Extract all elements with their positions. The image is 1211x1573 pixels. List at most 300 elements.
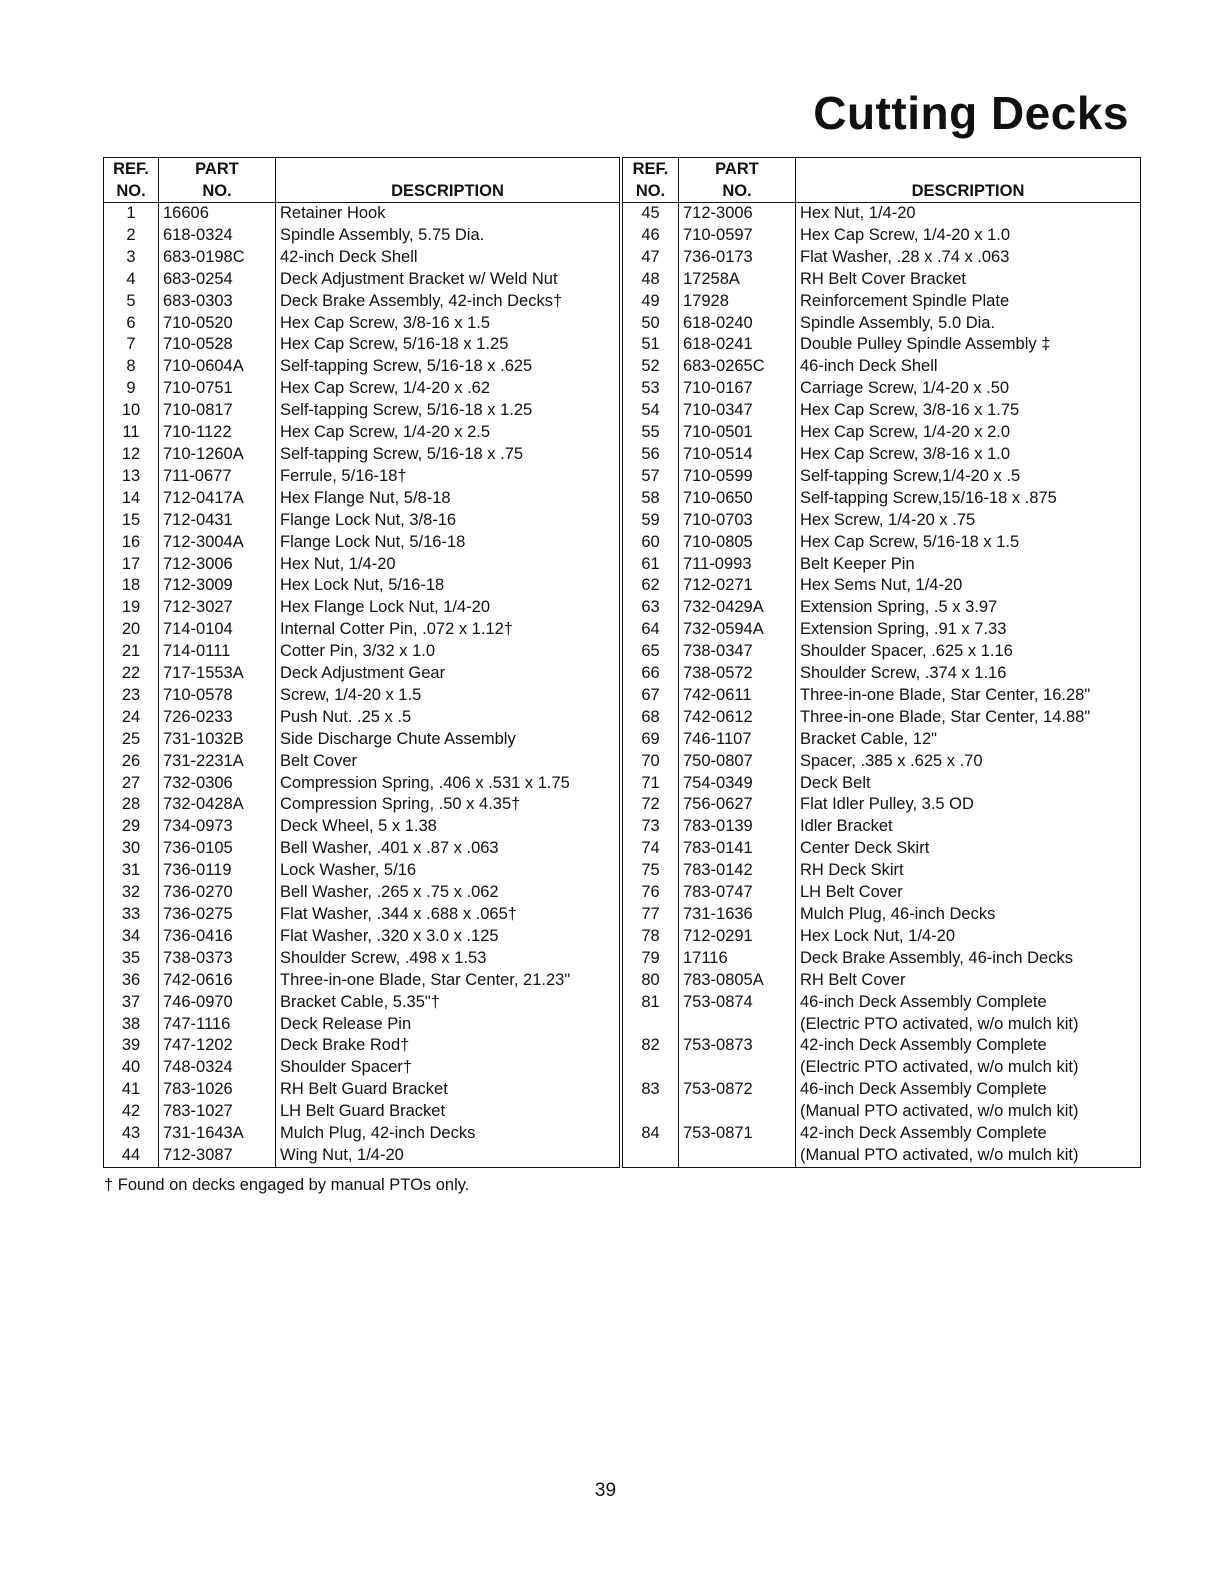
table-row (623, 444, 1141, 466)
part-no-cell: 732-0306 (159, 773, 276, 795)
table-row (623, 203, 1141, 225)
table-row (623, 400, 1141, 422)
ref-no-cell: 84 (623, 1123, 679, 1145)
table-row (104, 575, 620, 597)
table-row (623, 794, 1141, 816)
part-no-cell: 712-3009 (159, 575, 276, 597)
part-no-cell: 783-0747 (679, 882, 796, 904)
ref-no-cell: 45 (623, 203, 679, 225)
table-row (623, 247, 1141, 269)
ref-no-cell: 48 (623, 269, 679, 291)
ref-no-cell: 24 (104, 707, 159, 729)
ref-no-cell: 54 (623, 400, 679, 422)
description-cell: Deck Belt (796, 773, 1141, 795)
part-no-cell: 754-0349 (679, 773, 796, 795)
part-no-cell: 17258A (679, 269, 796, 291)
description-cell: Push Nut. .25 x .5 (276, 707, 620, 729)
description-cell: Bell Washer, .265 x .75 x .062 (276, 882, 620, 904)
ref-no-cell: 21 (104, 641, 159, 663)
table-row (104, 1101, 620, 1123)
part-no-cell: 711-0993 (679, 554, 796, 576)
table-row (104, 422, 620, 444)
description-cell: Idler Bracket (796, 816, 1141, 838)
parts-table-right-body (623, 203, 1141, 1168)
description-cell: (Electric PTO activated, w/o mulch kit) (796, 1057, 1141, 1079)
ref-no-cell: 19 (104, 597, 159, 619)
description-cell: Shoulder Spacer† (276, 1057, 620, 1079)
part-no-cell: 710-0703 (679, 510, 796, 532)
part-no-cell: 753-0872 (679, 1079, 796, 1101)
table-row (623, 663, 1141, 685)
table-row (623, 948, 1141, 970)
description-cell: Belt Keeper Pin (796, 554, 1141, 576)
table-row (104, 510, 620, 532)
description-cell: Three-in-one Blade, Star Center, 21.23" (276, 970, 620, 992)
description-cell: (Manual PTO activated, w/o mulch kit) (796, 1101, 1141, 1123)
part-no-cell: 736-0275 (159, 904, 276, 926)
part-no-cell: 746-1107 (679, 729, 796, 751)
part-no-cell: 732-0594A (679, 619, 796, 641)
part-no-cell: 712-3006 (159, 554, 276, 576)
ref-no-cell: 50 (623, 313, 679, 335)
ref-no-cell: 13 (104, 466, 159, 488)
description-cell: Hex Nut, 1/4-20 (276, 554, 620, 576)
ref-no-cell: 56 (623, 444, 679, 466)
description-cell: Bracket Cable, 12" (796, 729, 1141, 751)
part-no-cell: 731-1032B (159, 729, 276, 751)
ref-no-cell: 6 (104, 313, 159, 335)
ref-no-cell: 78 (623, 926, 679, 948)
ref-no-cell: 68 (623, 707, 679, 729)
table-row (623, 356, 1141, 378)
footnote: † Found on decks engaged by manual PTOs only. (104, 1176, 470, 1194)
description-cell: Deck Brake Assembly, 46-inch Decks (796, 948, 1141, 970)
table-row (623, 816, 1141, 838)
table-row (623, 466, 1141, 488)
part-no-cell (679, 1057, 796, 1079)
ref-no-header: REF. NO. (623, 158, 679, 203)
ref-no-cell: 8 (104, 356, 159, 378)
part-no-cell: 736-0416 (159, 926, 276, 948)
ref-no-cell: 23 (104, 685, 159, 707)
description-cell: Shoulder Screw, .374 x 1.16 (796, 663, 1141, 685)
description-cell: (Manual PTO activated, w/o mulch kit) (796, 1145, 1141, 1167)
part-no-cell: 710-0167 (679, 378, 796, 400)
table-row (623, 882, 1141, 904)
description-cell: Self-tapping Screw, 5/16-18 x .75 (276, 444, 620, 466)
table-row (104, 1057, 620, 1079)
table-row (104, 904, 620, 926)
description-cell: Flange Lock Nut, 5/16-18 (276, 532, 620, 554)
ref-no-cell: 59 (623, 510, 679, 532)
part-no-cell: 712-0417A (159, 488, 276, 510)
table-row (623, 510, 1141, 532)
description-cell: Compression Spring, .50 x 4.35† (276, 794, 620, 816)
table-row (623, 773, 1141, 795)
description-cell: Deck Brake Rod† (276, 1035, 620, 1057)
ref-no-cell: 10 (104, 400, 159, 422)
description-cell: Three-in-one Blade, Star Center, 16.28" (796, 685, 1141, 707)
table-row (104, 838, 620, 860)
table-row (104, 488, 620, 510)
ref-no-cell: 57 (623, 466, 679, 488)
description-cell: Cotter Pin, 3/32 x 1.0 (276, 641, 620, 663)
ref-no-cell: 2 (104, 225, 159, 247)
ref-no-cell (623, 1014, 679, 1036)
parts-table-right (622, 157, 1141, 1168)
table-row (104, 1014, 620, 1036)
ref-no-cell: 28 (104, 794, 159, 816)
description-cell: Carriage Screw, 1/4-20 x .50 (796, 378, 1141, 400)
page-title: Cutting Decks (813, 87, 1129, 139)
ref-no-cell: 4 (104, 269, 159, 291)
table-row (623, 422, 1141, 444)
part-no-cell: 753-0871 (679, 1123, 796, 1145)
description-cell: Self-tapping Screw,1/4-20 x .5 (796, 466, 1141, 488)
ref-no-cell: 65 (623, 641, 679, 663)
description-cell: Mulch Plug, 42-inch Decks (276, 1123, 620, 1145)
ref-no-cell: 36 (104, 970, 159, 992)
ref-no-header: REF. NO. (104, 158, 159, 203)
description-cell: RH Deck Skirt (796, 860, 1141, 882)
part-no-cell: 16606 (159, 203, 276, 225)
ref-no-cell: 66 (623, 663, 679, 685)
ref-no-cell: 55 (623, 422, 679, 444)
description-cell: Deck Brake Assembly, 42-inch Decks† (276, 291, 620, 313)
ref-no-cell: 47 (623, 247, 679, 269)
description-cell: Double Pulley Spindle Assembly ‡ (796, 334, 1141, 356)
description-cell: Mulch Plug, 46-inch Decks (796, 904, 1141, 926)
description-cell: (Electric PTO activated, w/o mulch kit) (796, 1014, 1141, 1036)
description-cell: Flange Lock Nut, 3/8-16 (276, 510, 620, 532)
part-no-cell: 17928 (679, 291, 796, 313)
part-no-cell: 756-0627 (679, 794, 796, 816)
table-row (104, 269, 620, 291)
table-row (623, 334, 1141, 356)
description-cell: Three-in-one Blade, Star Center, 14.88" (796, 707, 1141, 729)
description-cell: Hex Cap Screw, 5/16-18 x 1.5 (796, 532, 1141, 554)
ref-no-cell: 67 (623, 685, 679, 707)
table-row (104, 444, 620, 466)
ref-no-cell: 37 (104, 992, 159, 1014)
ref-no-cell: 38 (104, 1014, 159, 1036)
part-no-header: PART NO. (159, 158, 276, 203)
part-no-cell: 750-0807 (679, 751, 796, 773)
part-no-cell: 738-0347 (679, 641, 796, 663)
part-no-cell: 714-0104 (159, 619, 276, 641)
table-row (104, 641, 620, 663)
description-cell: Hex Cap Screw, 5/16-18 x 1.25 (276, 334, 620, 356)
ref-no-cell: 32 (104, 882, 159, 904)
ref-no-cell: 3 (104, 247, 159, 269)
description-cell: Wing Nut, 1/4-20 (276, 1145, 620, 1167)
table-row (623, 838, 1141, 860)
part-no-cell: 712-3004A (159, 532, 276, 554)
ref-no-cell (623, 1057, 679, 1079)
ref-no-cell: 11 (104, 422, 159, 444)
table-row (104, 400, 620, 422)
ref-no-cell: 49 (623, 291, 679, 313)
table-row (104, 203, 620, 225)
part-no-cell: 710-0597 (679, 225, 796, 247)
table-header-row (623, 158, 1141, 203)
part-no-cell: 710-0528 (159, 334, 276, 356)
description-cell: RH Belt Cover (796, 970, 1141, 992)
description-cell: Self-tapping Screw,15/16-18 x .875 (796, 488, 1141, 510)
ref-no-cell: 30 (104, 838, 159, 860)
part-no-cell: 683-0198C (159, 247, 276, 269)
table-row (104, 663, 620, 685)
part-no-cell: 736-0105 (159, 838, 276, 860)
part-no-cell: 712-0431 (159, 510, 276, 532)
part-no-cell: 738-0373 (159, 948, 276, 970)
ref-no-cell: 80 (623, 970, 679, 992)
table-row (104, 992, 620, 1014)
part-no-cell: 726-0233 (159, 707, 276, 729)
part-no-cell: 738-0572 (679, 663, 796, 685)
part-no-cell: 710-0347 (679, 400, 796, 422)
ref-no-cell (623, 1101, 679, 1123)
description-cell: Compression Spring, .406 x .531 x 1.75 (276, 773, 620, 795)
part-no-cell: 732-0429A (679, 597, 796, 619)
table-row (623, 904, 1141, 926)
ref-no-cell: 46 (623, 225, 679, 247)
table-row (104, 816, 620, 838)
part-no-cell: 734-0973 (159, 816, 276, 838)
ref-no-cell: 82 (623, 1035, 679, 1057)
description-cell: Lock Washer, 5/16 (276, 860, 620, 882)
part-no-cell: 731-2231A (159, 751, 276, 773)
description-cell: Deck Wheel, 5 x 1.38 (276, 816, 620, 838)
description-cell: Hex Flange Lock Nut, 1/4-20 (276, 597, 620, 619)
ref-no-cell: 70 (623, 751, 679, 773)
table-row (623, 488, 1141, 510)
description-cell: Spacer, .385 x .625 x .70 (796, 751, 1141, 773)
part-no-cell: 753-0874 (679, 992, 796, 1014)
description-cell: 46-inch Deck Shell (796, 356, 1141, 378)
ref-no-cell: 43 (104, 1123, 159, 1145)
part-no-cell: 731-1636 (679, 904, 796, 926)
ref-no-cell: 63 (623, 597, 679, 619)
description-cell: Spindle Assembly, 5.75 Dia. (276, 225, 620, 247)
part-no-cell: 618-0324 (159, 225, 276, 247)
ref-no-cell: 73 (623, 816, 679, 838)
part-no-cell: 710-0805 (679, 532, 796, 554)
ref-no-cell: 60 (623, 532, 679, 554)
table-row (623, 707, 1141, 729)
table-row (623, 378, 1141, 400)
table-row (623, 641, 1141, 663)
ref-no-cell: 44 (104, 1145, 159, 1167)
table-row (623, 575, 1141, 597)
description-cell: Side Discharge Chute Assembly (276, 729, 620, 751)
part-no-cell: 712-0271 (679, 575, 796, 597)
part-no-cell: 747-1202 (159, 1035, 276, 1057)
part-no-cell: 783-0141 (679, 838, 796, 860)
part-no-cell: 783-0139 (679, 816, 796, 838)
ref-no-cell: 81 (623, 992, 679, 1014)
description-cell: Flat Washer, .320 x 3.0 x .125 (276, 926, 620, 948)
description-cell: Center Deck Skirt (796, 838, 1141, 860)
description-cell: LH Belt Cover (796, 882, 1141, 904)
part-no-cell: 710-0604A (159, 356, 276, 378)
description-cell: Self-tapping Screw, 5/16-18 x .625 (276, 356, 620, 378)
table-row (104, 926, 620, 948)
table-row (623, 269, 1141, 291)
part-no-cell: 783-0805A (679, 970, 796, 992)
description-cell: 42-inch Deck Shell (276, 247, 620, 269)
table-row (623, 554, 1141, 576)
part-no-cell: 618-0241 (679, 334, 796, 356)
table-row (623, 1035, 1141, 1057)
table-row (623, 685, 1141, 707)
ref-no-cell: 41 (104, 1079, 159, 1101)
part-no-cell: 710-0650 (679, 488, 796, 510)
description-cell: Extension Spring, .5 x 3.97 (796, 597, 1141, 619)
table-row (623, 313, 1141, 335)
ref-no-cell: 34 (104, 926, 159, 948)
ref-no-cell: 39 (104, 1035, 159, 1057)
table-row (104, 685, 620, 707)
table-row (104, 860, 620, 882)
ref-no-cell: 77 (623, 904, 679, 926)
part-no-cell (679, 1145, 796, 1167)
ref-no-cell: 17 (104, 554, 159, 576)
part-no-cell: 710-0599 (679, 466, 796, 488)
table-row (623, 597, 1141, 619)
part-no-cell: 732-0428A (159, 794, 276, 816)
description-cell: Hex Cap Screw, 3/8-16 x 1.75 (796, 400, 1141, 422)
table-row (104, 970, 620, 992)
table-row (623, 1123, 1141, 1145)
table-row (623, 992, 1141, 1014)
part-no-cell: 712-0291 (679, 926, 796, 948)
description-cell: Hex Cap Screw, 3/8-16 x 1.5 (276, 313, 620, 335)
ref-no-cell: 9 (104, 378, 159, 400)
table-row (623, 1101, 1141, 1123)
description-cell: 42-inch Deck Assembly Complete (796, 1035, 1141, 1057)
part-no-cell: 710-0514 (679, 444, 796, 466)
part-no-cell: 742-0616 (159, 970, 276, 992)
description-cell: Hex Screw, 1/4-20 x .75 (796, 510, 1141, 532)
parts-table-left-body (104, 203, 620, 1168)
description-cell: Hex Sems Nut, 1/4-20 (796, 575, 1141, 597)
part-no-cell: 783-1026 (159, 1079, 276, 1101)
ref-no-cell: 27 (104, 773, 159, 795)
description-cell: Hex Cap Screw, 1/4-20 x 2.5 (276, 422, 620, 444)
table-row (623, 291, 1141, 313)
description-cell: 46-inch Deck Assembly Complete (796, 992, 1141, 1014)
table-row (104, 1123, 620, 1145)
description-cell: Shoulder Screw, .498 x 1.53 (276, 948, 620, 970)
part-no-cell: 710-1260A (159, 444, 276, 466)
description-cell: Shoulder Spacer, .625 x 1.16 (796, 641, 1141, 663)
ref-no-cell: 52 (623, 356, 679, 378)
table-row (623, 225, 1141, 247)
table-row (623, 1014, 1141, 1036)
part-no-cell: 783-0142 (679, 860, 796, 882)
description-cell: Deck Adjustment Bracket w/ Weld Nut (276, 269, 620, 291)
table-row (104, 597, 620, 619)
table-row (104, 729, 620, 751)
part-no-cell: 742-0611 (679, 685, 796, 707)
description-cell: RH Belt Guard Bracket (276, 1079, 620, 1101)
description-cell: RH Belt Cover Bracket (796, 269, 1141, 291)
table-row (104, 334, 620, 356)
description-cell: Bracket Cable, 5.35"† (276, 992, 620, 1014)
ref-no-cell: 71 (623, 773, 679, 795)
part-no-cell: 683-0303 (159, 291, 276, 313)
description-header: DESCRIPTION (276, 158, 620, 203)
ref-no-cell: 62 (623, 575, 679, 597)
description-cell: 42-inch Deck Assembly Complete (796, 1123, 1141, 1145)
part-no-cell: 753-0873 (679, 1035, 796, 1057)
description-cell: Hex Flange Nut, 5/8-18 (276, 488, 620, 510)
part-no-cell: 717-1553A (159, 663, 276, 685)
table-row (104, 751, 620, 773)
part-no-cell: 736-0119 (159, 860, 276, 882)
table-row (623, 1057, 1141, 1079)
table-row (623, 970, 1141, 992)
part-no-cell: 710-0751 (159, 378, 276, 400)
part-no-cell: 736-0270 (159, 882, 276, 904)
ref-no-cell: 15 (104, 510, 159, 532)
ref-no-cell: 25 (104, 729, 159, 751)
table-row (104, 707, 620, 729)
description-cell: Spindle Assembly, 5.0 Dia. (796, 313, 1141, 335)
description-cell: Reinforcement Spindle Plate (796, 291, 1141, 313)
table-row (104, 882, 620, 904)
table-row (623, 729, 1141, 751)
part-no-cell: 710-0817 (159, 400, 276, 422)
part-no-cell: 714-0111 (159, 641, 276, 663)
ref-no-cell: 35 (104, 948, 159, 970)
description-cell: Ferrule, 5/16-18† (276, 466, 620, 488)
description-cell: Flat Washer, .28 x .74 x .063 (796, 247, 1141, 269)
ref-no-cell: 29 (104, 816, 159, 838)
ref-no-cell: 20 (104, 619, 159, 641)
description-cell: Hex Cap Screw, 1/4-20 x .62 (276, 378, 620, 400)
table-row (623, 1079, 1141, 1101)
description-cell: Flat Washer, .344 x .688 x .065† (276, 904, 620, 926)
part-no-cell: 712-3087 (159, 1145, 276, 1167)
description-cell: Hex Nut, 1/4-20 (796, 203, 1141, 225)
part-no-cell: 712-3006 (679, 203, 796, 225)
description-cell: Retainer Hook (276, 203, 620, 225)
ref-no-cell: 74 (623, 838, 679, 860)
ref-no-cell: 22 (104, 663, 159, 685)
page-number: 39 (594, 1480, 617, 1501)
description-cell: Internal Cotter Pin, .072 x 1.12† (276, 619, 620, 641)
ref-no-cell: 53 (623, 378, 679, 400)
description-cell: Hex Cap Screw, 1/4-20 x 1.0 (796, 225, 1141, 247)
table-row (623, 926, 1141, 948)
table-row (104, 291, 620, 313)
ref-no-cell: 51 (623, 334, 679, 356)
ref-no-cell: 18 (104, 575, 159, 597)
part-no-cell: 618-0240 (679, 313, 796, 335)
description-cell: Hex Lock Nut, 1/4-20 (796, 926, 1141, 948)
ref-no-cell: 1 (104, 203, 159, 225)
description-cell: Screw, 1/4-20 x 1.5 (276, 685, 620, 707)
table-row (104, 619, 620, 641)
table-row (104, 247, 620, 269)
part-no-cell: 710-0578 (159, 685, 276, 707)
part-no-header: PART NO. (679, 158, 796, 203)
part-no-cell: 747-1116 (159, 1014, 276, 1036)
table-row (623, 1145, 1141, 1167)
part-no-cell (679, 1101, 796, 1123)
